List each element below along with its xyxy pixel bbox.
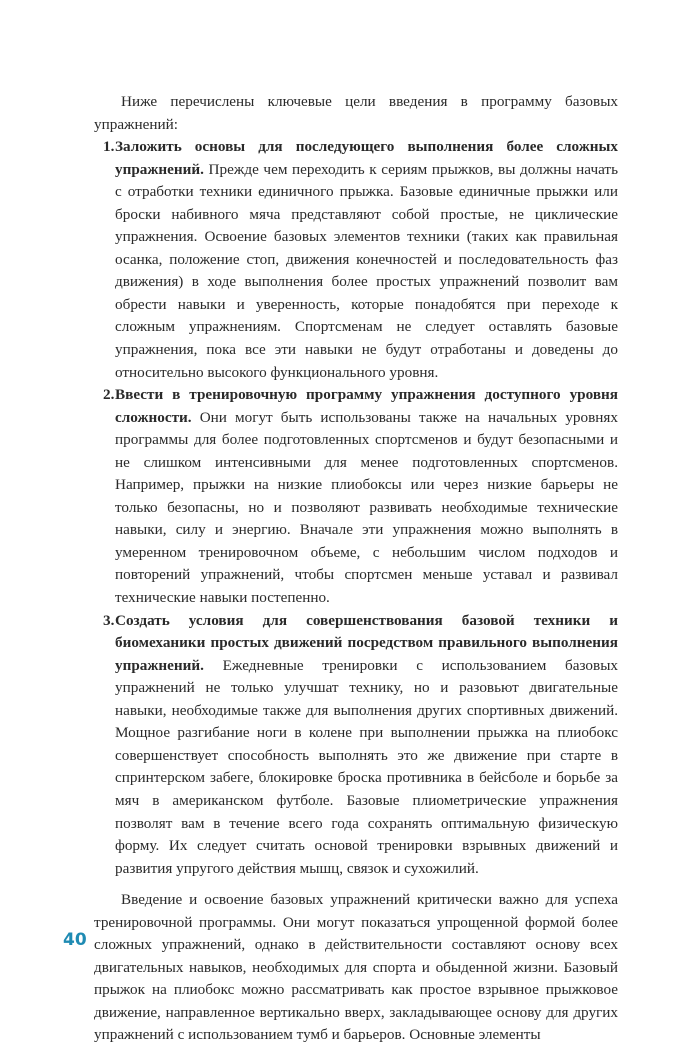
closing-paragraph: Введение и освоение базовых упражнений критически важно для успеха тренировочной программы. Они могут показаться упрощенной формой более сложных упражнений, однако в действительности составляют основу всех двигательных навыков, необходимых для спорта и обыденной жизни. Базовый прыжок на плиобокс можно рассматривать как простое взрывное прыжковое движение, направленное вертикально вверх, закладывающее основу для других упражнений с использованием тумб и барьеров. Основные элементы [94,891,618,1044]
list-item [94,610,618,881]
list-item-text: Прежде чем переходить к сериям прыжков, вы должны начать с отработки техники единичного прыжка. Базовые единичные прыжки или броски набивного мяча представляют собой простые, не циклические упражнения. Освоение базовых элементов техники (таких как правильная осанка, положение стоп, движения конечностей и последовательность фаз движения) в ходе выполнения более простых упражнений позволит вам обрести навыки и уверенность, которые понадобятся при переходе к сложным упражнениям. Спортсменам не следует оставлять базовые упражнения, пока все эти навыки не будут отработаны и доведены до относительно высокого функционального уровня. [115,160,618,381]
intro-paragraph: Ниже перечислены ключевые цели введения в программу базовых упражнений: [94,93,618,133]
page-body [94,91,618,1047]
list-item-number: 3. [103,611,115,629]
list-item-text: Они могут быть использованы также на начальных уровнях программы для более подготовленных спортсменов и будут безопасными и не слишком интенсивными для менее подготовленных спортсменов. Например, прыжки на низкие плиобоксы или через низкие барьеры не только безопасны, но и позволяют развивать необходимые технические навыки, силу и энергию. Вначале эти упражнения можно выполнять в умеренном тренировочном объеме, с небольшим числом подходов и повторений упражнений, чтобы спортсмен меньше уставал и развивал технические навыки постепенно. [115,408,618,607]
list-item-heading: Создать условия для совершенствования базовой техники и биомеханики простых движений посредством правильного выполнения упражнений. [115,611,618,674]
list-item-text: Ежедневные тренировки с использованием базовых упражнений не только улучшат технику, но и разовьют двигательные навыки, необходимые также для выполнения других спортивных движений. Мощное разгибание ноги в колене при выполнении прыжка на плиобокс совершенствует способность выполнять это же движение при старте в спринтерском забеге, блокировке броска противника в бейсболе и борьбе за мяч в американском футболе. Базовые плиометрические упражнения позволят вам в течение всего года сохранять оптимальную физическую форму. Их следует считать основой тренировки взрывных движений и развития упругого действия мышц, связок и сухожилий. [115,656,618,877]
page-number: 40 [63,930,87,950]
list-item [94,384,618,609]
list-item-number: 1. [103,138,115,156]
goals-list [94,136,618,880]
list-item-heading: Ввести в тренировочную программу упражнения доступного уровня сложности. [115,386,618,426]
list-item-heading: Заложить основы для последующего выполнения более сложных упражнений. [115,138,618,178]
list-item [94,136,618,384]
list-item-number: 2. [103,386,115,404]
